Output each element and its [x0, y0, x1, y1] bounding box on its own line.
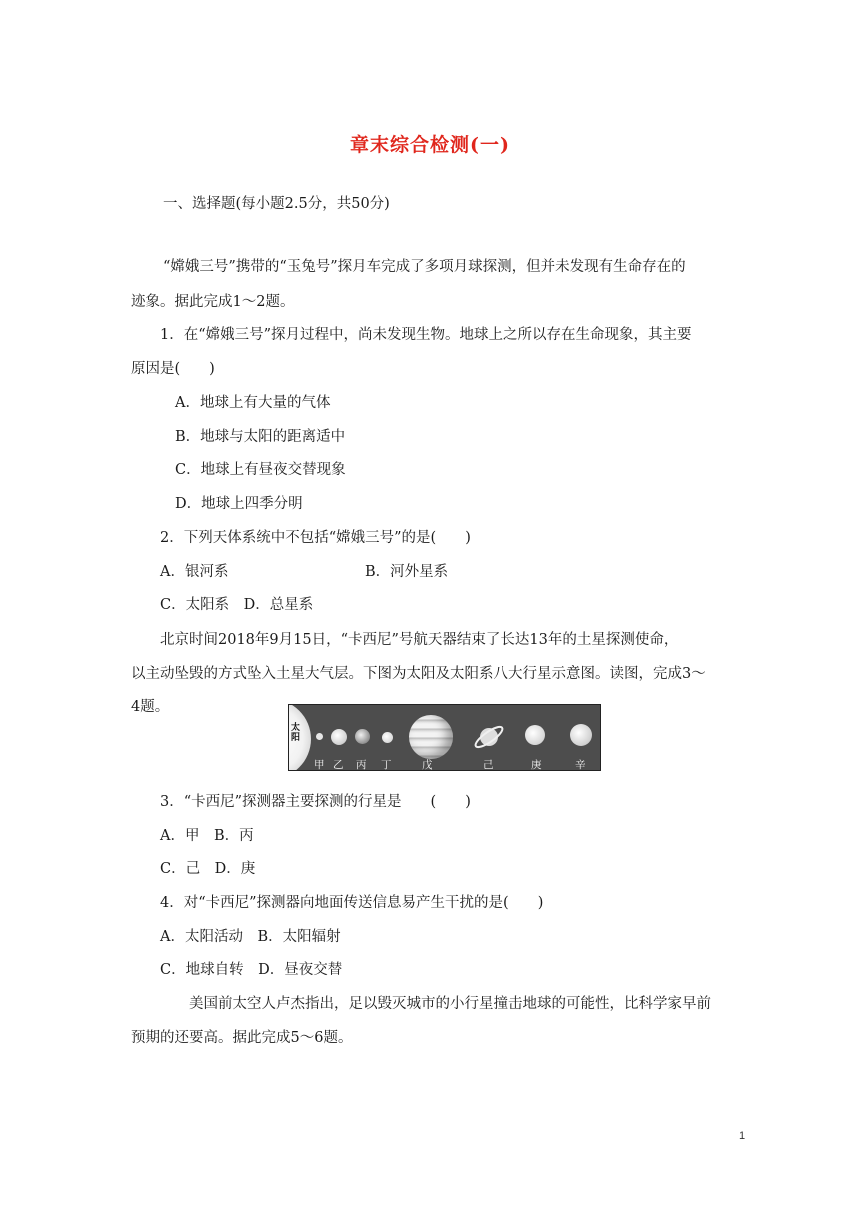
question-2-option-b: B．河外星系 — [365, 564, 449, 580]
planet-jupiter — [409, 715, 453, 759]
planet-label-ji: 己 — [483, 759, 494, 771]
question-1-option-d: D．地球上四季分明 — [175, 496, 303, 512]
page-title: 章末综合检测(一) — [350, 134, 510, 156]
planet-mars — [382, 732, 393, 743]
planet-label-xin: 辛 — [575, 759, 586, 771]
planet-uranus — [525, 725, 545, 745]
planet-neptune — [570, 724, 592, 746]
passage-1-line-1: “嫦娥三号”携带的“玉兔号”探月车完成了多项月球探测，但并未发现有生命存在的 — [163, 259, 686, 275]
passage-3-line-1: 美国前太空人卢杰指出，足以毁灭城市的小行星撞击地球的可能性，比科学家早前 — [189, 996, 711, 1012]
question-4-option-cd: C．地球自转 D．昼夜交替 — [160, 962, 343, 978]
question-3-option-cd: C．己 D．庚 — [160, 861, 256, 877]
question-2-option-cd: C．太阳系 D．总星系 — [160, 597, 314, 613]
passage-2-line-2: 以主动坠毁的方式坠入土星大气层。下图为太阳及太阳系八大行星示意图。读图，完成3～ — [131, 666, 706, 682]
sun-label: 太阳 — [291, 723, 301, 743]
planet-label-ding: 丁 — [381, 759, 392, 771]
section-heading: 一、选择题(每小题2.5分，共50分) — [163, 196, 390, 212]
solar-system-figure — [288, 704, 601, 771]
passage-1-line-2: 迹象。据此完成1～2题。 — [131, 294, 295, 310]
planet-label-wu: 戊 — [422, 759, 433, 771]
passage-3-line-2: 预期的还要高。据此完成5～6题。 — [131, 1030, 353, 1046]
question-2-option-a: A．银河系 — [160, 564, 229, 580]
question-2-stem: 2．下列天体系统中不包括“嫦娥三号”的是( ) — [160, 530, 471, 546]
planet-saturn — [472, 721, 506, 753]
passage-2-line-1: 北京时间2018年9月15日，“卡西尼”号航天器结束了长达13年的土星探测使命， — [160, 632, 679, 648]
question-1-stem-line-1: 1．在“嫦娥三号”探月过程中，尚未发现生物。地球上之所以存在生命现象，其主要 — [160, 327, 692, 343]
question-3-stem: 3．“卡西尼”探测器主要探测的行星是 ( ) — [160, 794, 471, 810]
planet-label-yi: 乙 — [333, 759, 344, 771]
planet-earth — [355, 729, 370, 744]
page-number: 1 — [739, 1130, 746, 1142]
planet-label-geng: 庚 — [531, 759, 542, 771]
planet-label-jia: 甲 — [314, 759, 325, 771]
saturn-icon — [472, 721, 506, 753]
question-1-stem-line-2: 原因是( ) — [131, 361, 215, 377]
planet-venus — [331, 729, 347, 745]
question-1-option-c: C．地球上有昼夜交替现象 — [175, 462, 346, 478]
question-1-option-a: A．地球上有大量的气体 — [175, 395, 331, 411]
question-1-option-b: B．地球与太阳的距离适中 — [175, 429, 346, 445]
question-3-option-ab: A．甲 B．丙 — [160, 828, 254, 844]
planet-mercury — [316, 733, 323, 740]
question-4-stem: 4．对“卡西尼”探测器向地面传送信息易产生干扰的是( ) — [160, 895, 544, 911]
question-4-option-ab: A．太阳活动 B．太阳辐射 — [160, 929, 341, 945]
planet-label-bing: 丙 — [356, 759, 367, 771]
passage-2-line-3: 4题。 — [131, 699, 170, 715]
